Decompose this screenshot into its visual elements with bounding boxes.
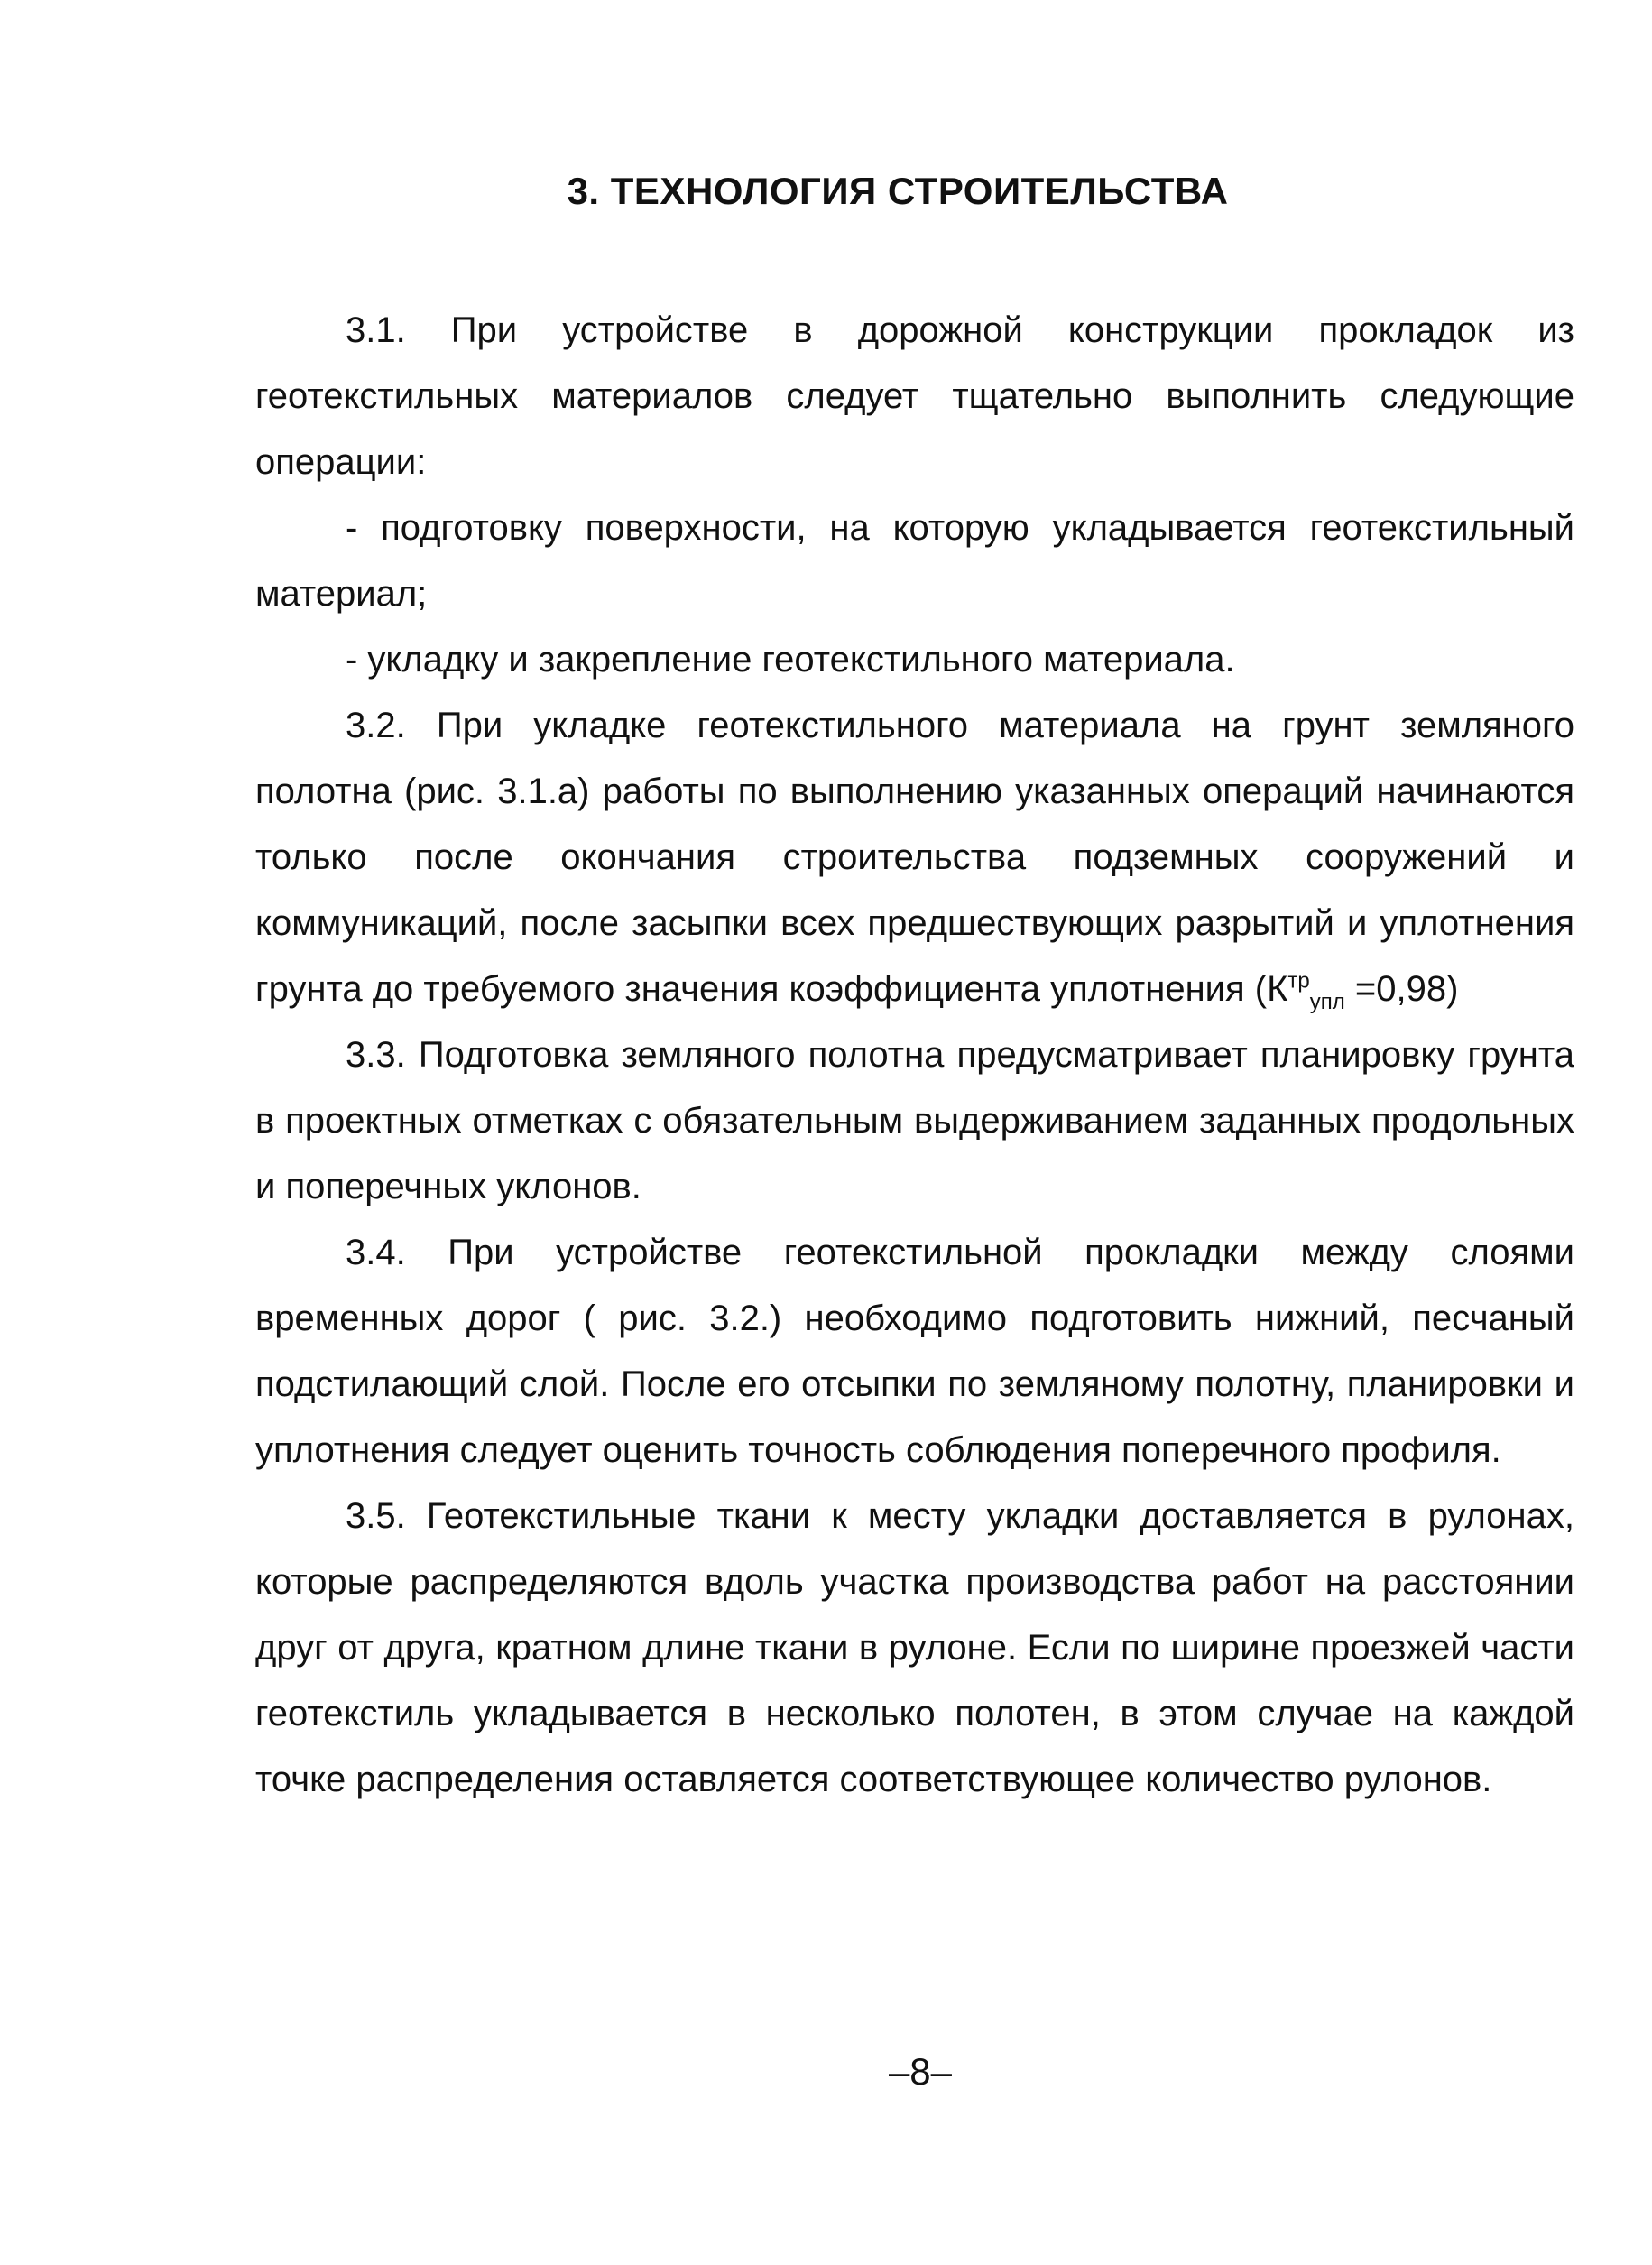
section-heading: 3. ТЕХНОЛОГИЯ СТРОИТЕЛЬСТВА xyxy=(567,170,1229,212)
paragraph-3-2-text: 3.2. При укладке геотекстильного материала на грунт земляного полотна (рис. 3.1.а) работы по выполнению указанных операций начинаются только после окончания строительства подземных сооружений и коммуникаций, после засыпки всех предшествующих разрытий и уплотнения грунта до требуемого значения коэффициента уплотнения (К xyxy=(255,706,1574,1009)
list-item-laying-and-fixing: - укладку и закрепление геотекстильного материала. xyxy=(346,640,1235,680)
coefficient-superscript: тр xyxy=(1287,968,1310,994)
paragraph-3-5: 3.5. Геотекстильные ткани к месту укладки доставляется в рулонах, которые распределяются вдоль участка производства работ на расстоянии друг от друга, кратном длине ткани в рулоне. Если по ширине проезжей части геотекстиль укладывается в несколько полотен, в этом случае на каждой точке распределения оставляется соответствующее количество рулонов. xyxy=(255,1496,1574,1799)
coefficient-value: =0,98) xyxy=(1344,969,1459,1009)
page-number: –8– xyxy=(888,2050,953,2093)
section-body xyxy=(255,298,1574,1813)
paragraph-3-4: 3.4. При устройстве геотекстильной прокладки между слоями временных дорог ( рис. 3.2.) необходимо подготовить нижний, песчаный подстилающий слой. После его отсыпки по земляному полотну, планировки и уплотнения следует оценить точность соблюдения поперечного профиля. xyxy=(255,1233,1574,1470)
paragraph-3-3: 3.3. Подготовка земляного полотна предусматривает планировку грунта в проектных отметках с обязательным выдерживанием заданных продольных и поперечных уклонов. xyxy=(255,1035,1574,1206)
coefficient-subscript: упл xyxy=(1309,990,1345,1014)
list-item-surface-preparation: - подготовку поверхности, на которую укладывается геотекстильный материал; xyxy=(255,508,1574,614)
paragraph-3-2 xyxy=(255,693,1574,1022)
paragraph-3-1: 3.1. При устройстве в дорожной конструкции прокладок из геотекстильных материалов следует тщательно выполнить следующие операции: xyxy=(255,310,1574,482)
